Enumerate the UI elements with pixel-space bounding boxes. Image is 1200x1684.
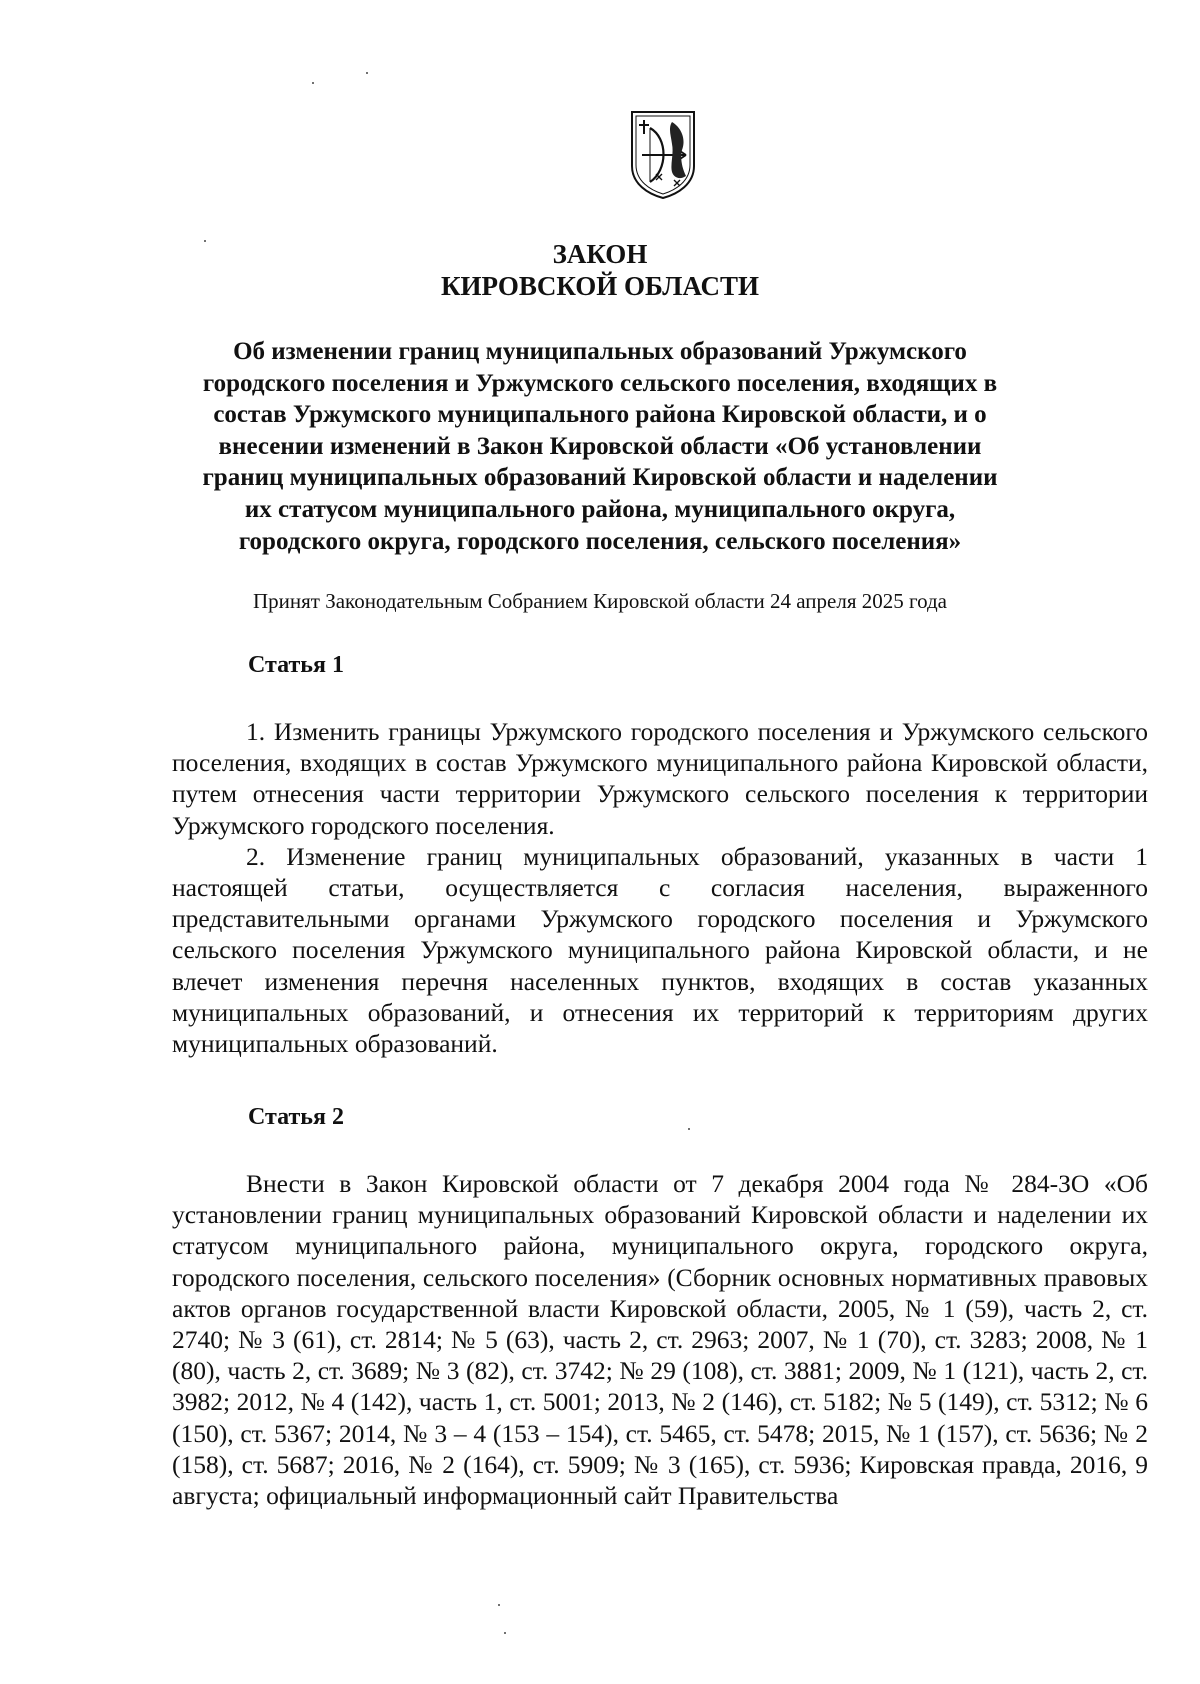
law-subject: Об изменении границ муниципальных образований Уржумского городского поселения и Уржумского сельского поселения, входящих в состав Уржумского муниципального района Кировской области, и о внесении изменений в Закон Кировской области «Об установлении границ муниципальных образований Кировской области и наделении их статусом муниципального района, муниципального округа, городского округа, городского поселения, сельского поселения» <box>202 338 998 555</box>
scan-speck <box>366 72 368 74</box>
article-1-paragraph-1: 1. Изменить границы Уржумского городского поселения и Уржумского сельского поселения, входящих в состав Уржумского муниципального района Кировской области, путем отнесения части территории Уржумского сельского поселения к территории Уржумского городского поселения. <box>172 717 1148 840</box>
article-1-title: Статья 1 <box>248 652 344 678</box>
article-2-title: Статья 2 <box>248 1104 344 1130</box>
scan-speck <box>504 1632 506 1634</box>
law-heading-line1: ЗАКОН <box>552 239 648 269</box>
article-2-body <box>172 1168 1148 1511</box>
scan-speck <box>688 1128 690 1130</box>
article-2-paragraph-1: Внести в Закон Кировской области от 7 декабря 2004 года № 284-ЗО «Об установлении границ муниципальных образований Кировской области и наделении их статусом муниципального района, муниципального округа, городского округа, городского поселения, сельского поселения» (Сборник основных нормативных правовых актов органов государственной власти Кировской области, 2005, № 1 (59), часть 2, ст. 2740; № 3 (61), ст. 2814; № 5 (63), часть 2, ст. 2963; 2007, № 1 (70), ст. 3283; 2008, № 1 (80), часть 2, ст. 3689; № 3 (82), ст. 3742; № 29 (108), ст. 3881; 2009, № 1 (121), часть 2, ст. 3982; 2012, № 4 (142), часть 1, ст. 5001; 2013, № 2 (146), ст. 5182; № 5 (149), ст. 5312; № 6 (150), ст. 5367; 2014, № 3 – 4 (153 – 154), ст. 5465, ст. 5478; 2015, № 1 (157), ст. 5636; № 2 (158), ст. 5687; 2016, № 2 (164), ст. 5909; № 3 (165), ст. 5936; Кировская правда, 2016, 9 августа; официальный информационный сайт Правительства <box>172 1169 1148 1511</box>
article-1-body <box>172 716 1148 1059</box>
coat-of-arms-icon <box>628 108 698 202</box>
adoption-statement: Принят Законодательным Собранием Кировской области 24 апреля 2025 года <box>252 589 947 613</box>
law-heading <box>0 238 1200 302</box>
article-1-paragraph-2: 2. Изменение границ муниципальных образований, указанных в части 1 настоящей статьи, осуществляется с согласия населения, выраженного представительными органами Уржумского городского поселения и Уржумского сельского поселения Уржумского муниципального района Кировской области, и не влечет изменения перечня населенных пунктов, входящих в состав указанных муниципальных образований, и отнесения их территорий к территориям других муниципальных образований. <box>172 841 1148 1059</box>
scan-speck <box>312 82 314 84</box>
scan-speck <box>498 1604 500 1606</box>
scan-speck <box>204 240 206 242</box>
law-heading-line2: КИРОВСКОЙ ОБЛАСТИ <box>440 271 760 301</box>
